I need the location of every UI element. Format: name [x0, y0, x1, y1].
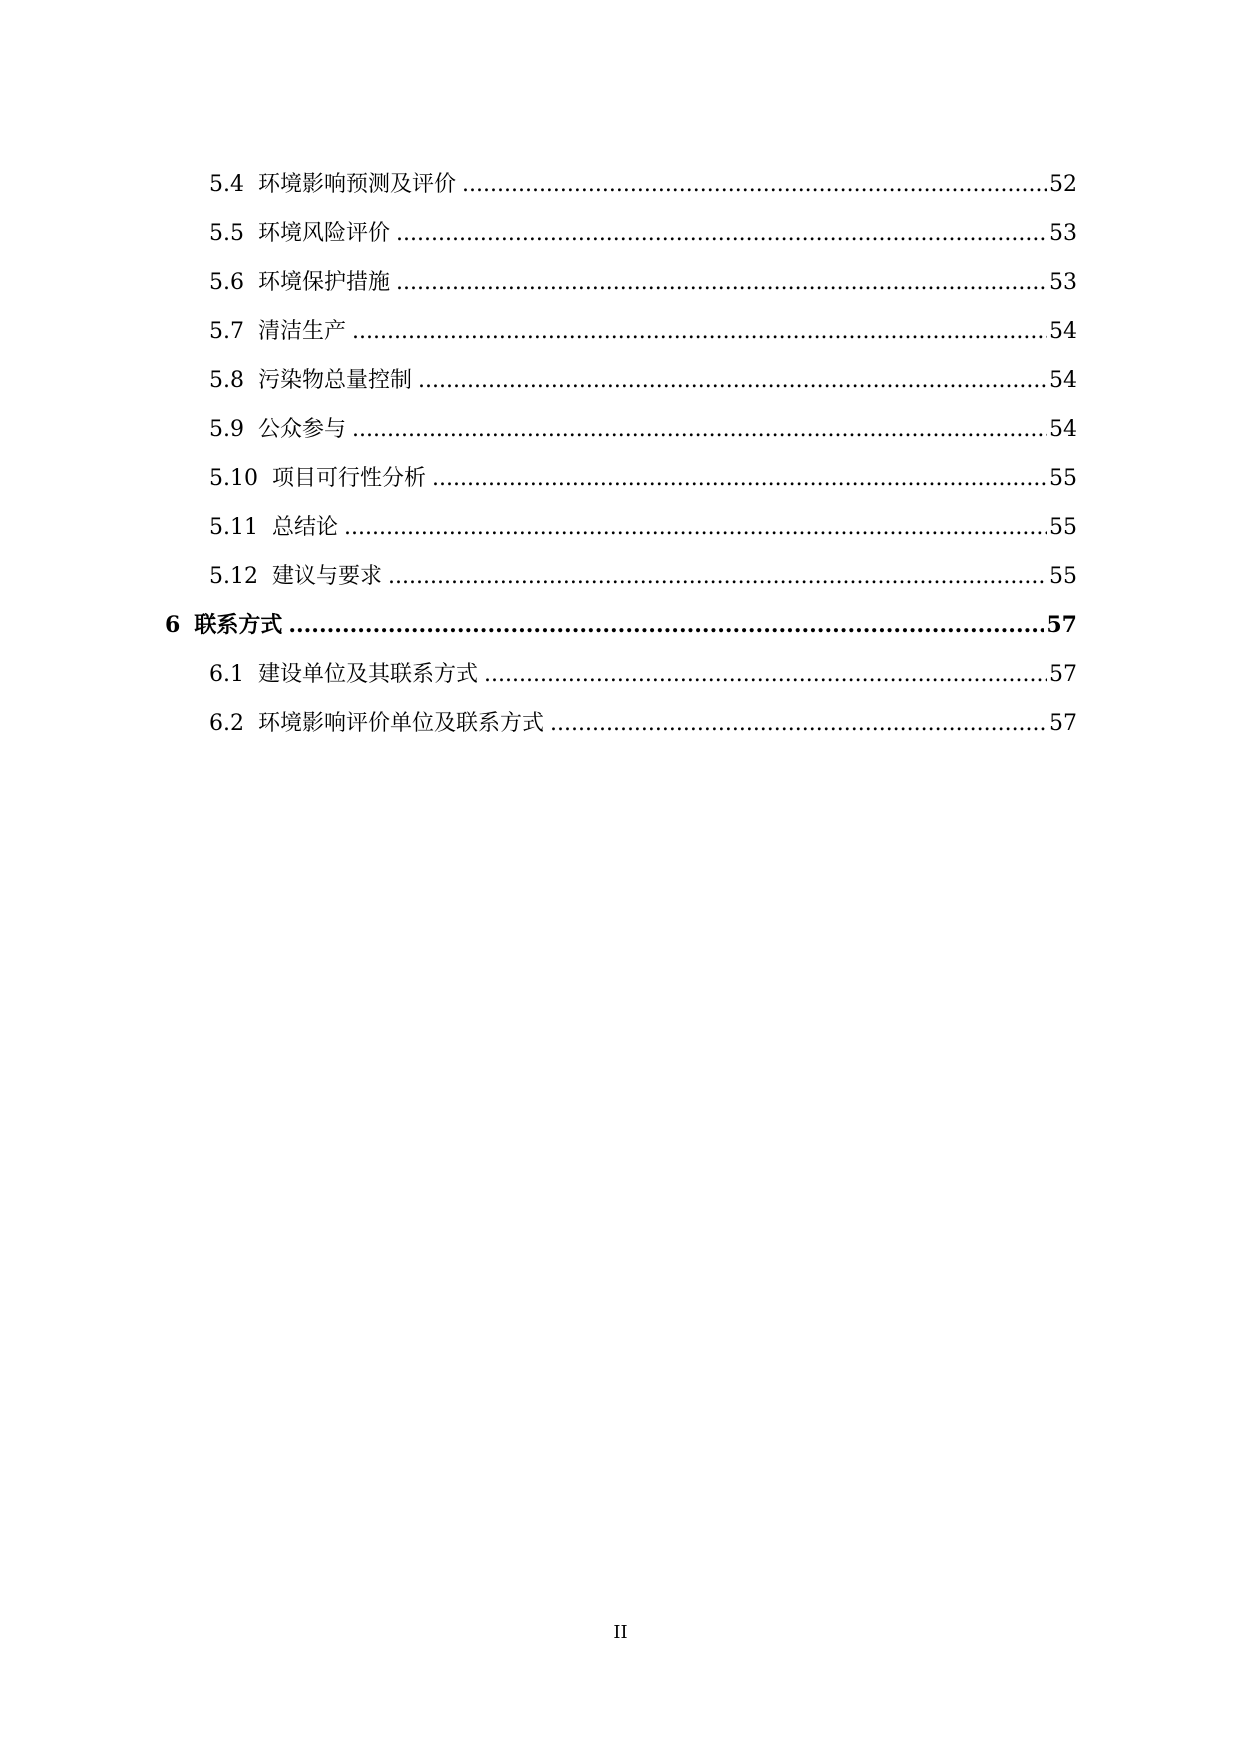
toc-entry-page: 57	[1046, 612, 1077, 638]
toc-entry-title: 总结论	[271, 515, 338, 540]
toc-entry-number: 6.2	[209, 711, 244, 736]
toc-dot-leader	[418, 356, 1047, 405]
toc-entry-number: 5.4	[209, 172, 244, 197]
toc-entry[interactable]	[165, 699, 1077, 748]
toc-entry-number: 5.5	[209, 221, 244, 246]
toc-dot-leader	[352, 307, 1047, 356]
toc-entry-title: 环境风险评价	[258, 221, 391, 246]
toc-dot-leader	[344, 503, 1047, 552]
toc-entry-page: 57	[1049, 711, 1077, 736]
toc-dot-leader	[288, 601, 1044, 650]
toc-entry-page: 54	[1049, 368, 1077, 393]
table-of-contents	[165, 160, 1077, 748]
toc-entry-title: 项目可行性分析	[271, 466, 426, 491]
toc-entry[interactable]	[165, 307, 1077, 356]
toc-entry-page: 53	[1049, 270, 1077, 295]
toc-entry-number: 5.12	[209, 564, 258, 589]
toc-entry-title: 环境影响预测及评价	[258, 172, 457, 197]
toc-entry-number: 5.8	[209, 368, 244, 393]
toc-entry[interactable]	[165, 258, 1077, 307]
toc-entry-title: 环境影响评价单位及联系方式	[258, 711, 545, 736]
toc-entry[interactable]	[165, 405, 1077, 454]
toc-entry-page: 57	[1049, 662, 1077, 687]
toc-dot-leader	[396, 209, 1047, 258]
toc-entry-number: 6	[165, 612, 181, 638]
page-number: II	[613, 1622, 628, 1643]
toc-entry[interactable]	[165, 209, 1077, 258]
toc-entry[interactable]	[165, 503, 1077, 552]
toc-entry-number: 5.6	[209, 270, 244, 295]
toc-entry[interactable]	[165, 454, 1077, 503]
toc-entry[interactable]	[165, 160, 1077, 209]
toc-entry-page: 55	[1049, 564, 1077, 589]
toc-entry-page: 54	[1049, 417, 1077, 442]
toc-entry-title: 公众参与	[258, 417, 347, 442]
toc-entry-page: 52	[1049, 172, 1077, 197]
toc-dot-leader	[462, 160, 1047, 209]
toc-entry-number: 5.9	[209, 417, 244, 442]
toc-entry-number: 6.1	[209, 662, 244, 687]
toc-entry-number: 5.11	[209, 515, 258, 540]
toc-entry[interactable]	[165, 552, 1077, 601]
toc-entry[interactable]	[165, 356, 1077, 405]
toc-entry[interactable]	[165, 650, 1077, 699]
toc-entry-number: 5.7	[209, 319, 244, 344]
toc-entry-page: 55	[1049, 466, 1077, 491]
toc-entry-title: 联系方式	[194, 612, 283, 638]
toc-dot-leader	[352, 405, 1047, 454]
toc-dot-leader	[550, 699, 1047, 748]
toc-entry-title: 建议与要求	[271, 564, 382, 589]
toc-entry-title: 污染物总量控制	[258, 368, 413, 393]
toc-entry-page: 53	[1049, 221, 1077, 246]
toc-entry-number: 5.10	[209, 466, 258, 491]
toc-entry-page: 55	[1049, 515, 1077, 540]
toc-dot-leader	[484, 650, 1047, 699]
toc-chapter-entry[interactable]	[165, 601, 1077, 650]
toc-entry-title: 环境保护措施	[258, 270, 391, 295]
toc-entry-page: 54	[1049, 319, 1077, 344]
toc-dot-leader	[396, 258, 1047, 307]
toc-dot-leader	[388, 552, 1047, 601]
toc-entry-title: 清洁生产	[258, 319, 347, 344]
toc-dot-leader	[432, 454, 1047, 503]
toc-entry-title: 建设单位及其联系方式	[258, 662, 479, 687]
